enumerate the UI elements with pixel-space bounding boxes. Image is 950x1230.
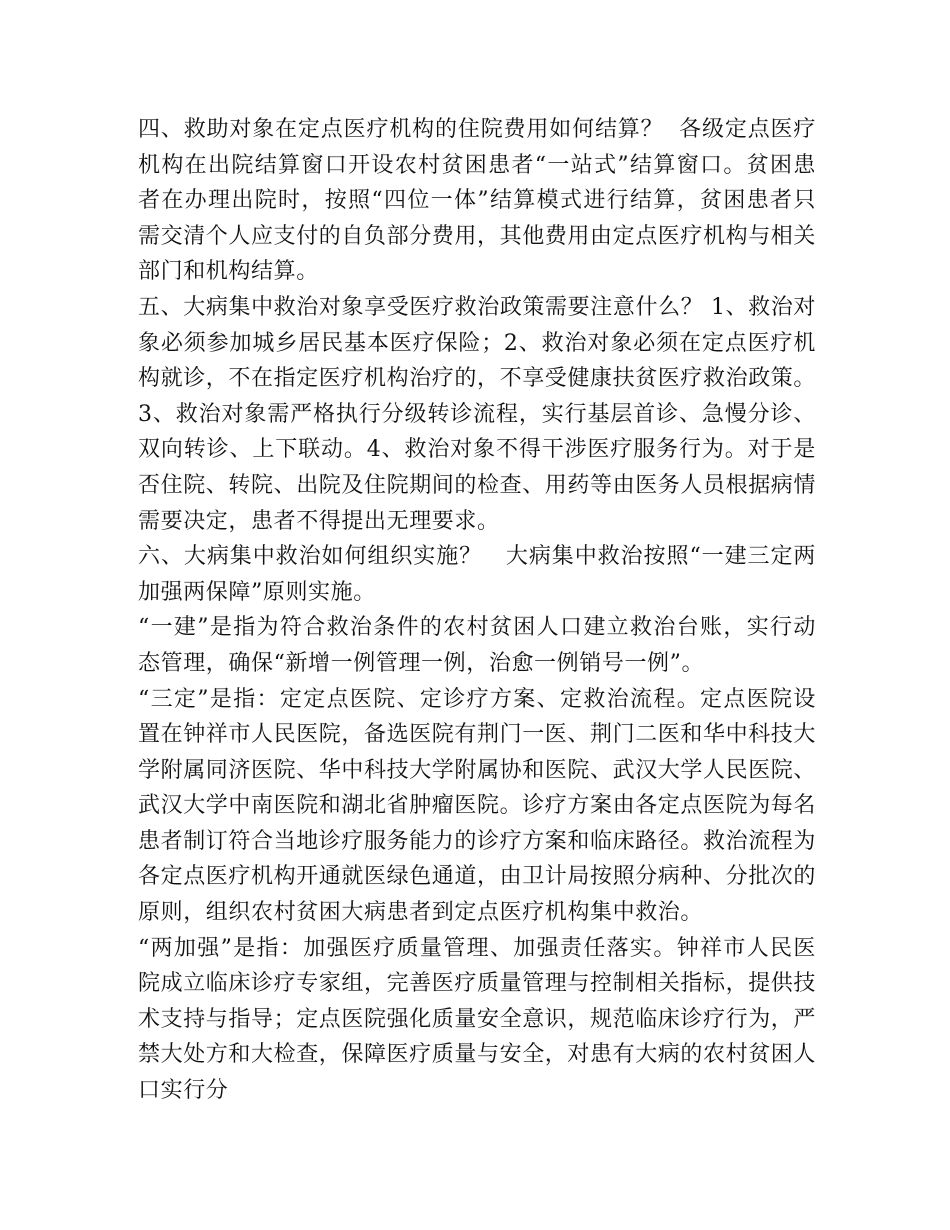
paragraph-liang-jia-qiang: “两加强”是指：加强医疗质量管理、加强责任落实。钟祥市人民医院成立临床诊疗专家组，完善医疗质量管理与控制相关指标，提供技术支持与指导；定点医院强化质量安全意识，规范临床诊疗行为，严禁大处方和大检查，保障医疗质量与安全，对患有大病的农村贫困人口实行分	[138, 935, 817, 1104]
paragraph-san-ding: “三定”是指：定定点医院、定诊疗方案、定救治流程。定点医院设置在钟祥市人民医院，备选医院有荆门一医、荆门二医和华中科技大学附属同济医院、华中科技大学附属协和医院、武汉大学人民医院、武汉大学中南医院和湖北省肿瘤医院。诊疗方案由各定点医院为每名患者制订符合当地诊疗服务能力的诊疗方案和临床路径。救治流程为各定点医疗机构开通就医绿色通道，由卫计局按照分病种、分批次的原则，组织农村贫困大病患者到定点医疗机构集中救治。	[138, 686, 817, 926]
paragraph-settlement: 四、救助对象在定点医疗机构的住院费用如何结算？ 各级定点医疗机构在出院结算窗口开设农村贫困患者“一站式”结算窗口。贫困患者在办理出院时，按照“四位一体”结算模式进行结算，贫困患者只需交清个人应支付的自负部分费用，其他费用由定点医疗机构与相关部门和机构结算。	[138, 117, 817, 285]
paragraph-precautions: 五、大病集中救治对象享受医疗救治政策需要注意什么？ 1、救治对象必须参加城乡居民基本医疗保险；2、救治对象必须在定点医疗机构就诊，不在指定医疗机构治疗的，不享受健康扶贫医疗救治政策。3、救治对象需严格执行分级转诊流程，实行基层首诊、急慢分诊、双向转诊、上下联动。4、救治对象不得干涉医疗服务行为。对于是否住院、转院、出院及住院期间的检查、用药等由医务人员根据病情需要决定，患者不得提出无理要求。	[138, 294, 817, 534]
document-body	[138, 112, 816, 1109]
paragraph-yi-jian: “一建”是指为符合救治条件的农村贫困人口建立救治台账，实行动态管理，确保“新增一例管理一例，治愈一例销号一例”。	[138, 615, 816, 676]
paragraph-implementation: 六、大病集中救治如何组织实施？ 大病集中救治按照“一建三定两加强两保障”原则实施。	[138, 544, 816, 605]
